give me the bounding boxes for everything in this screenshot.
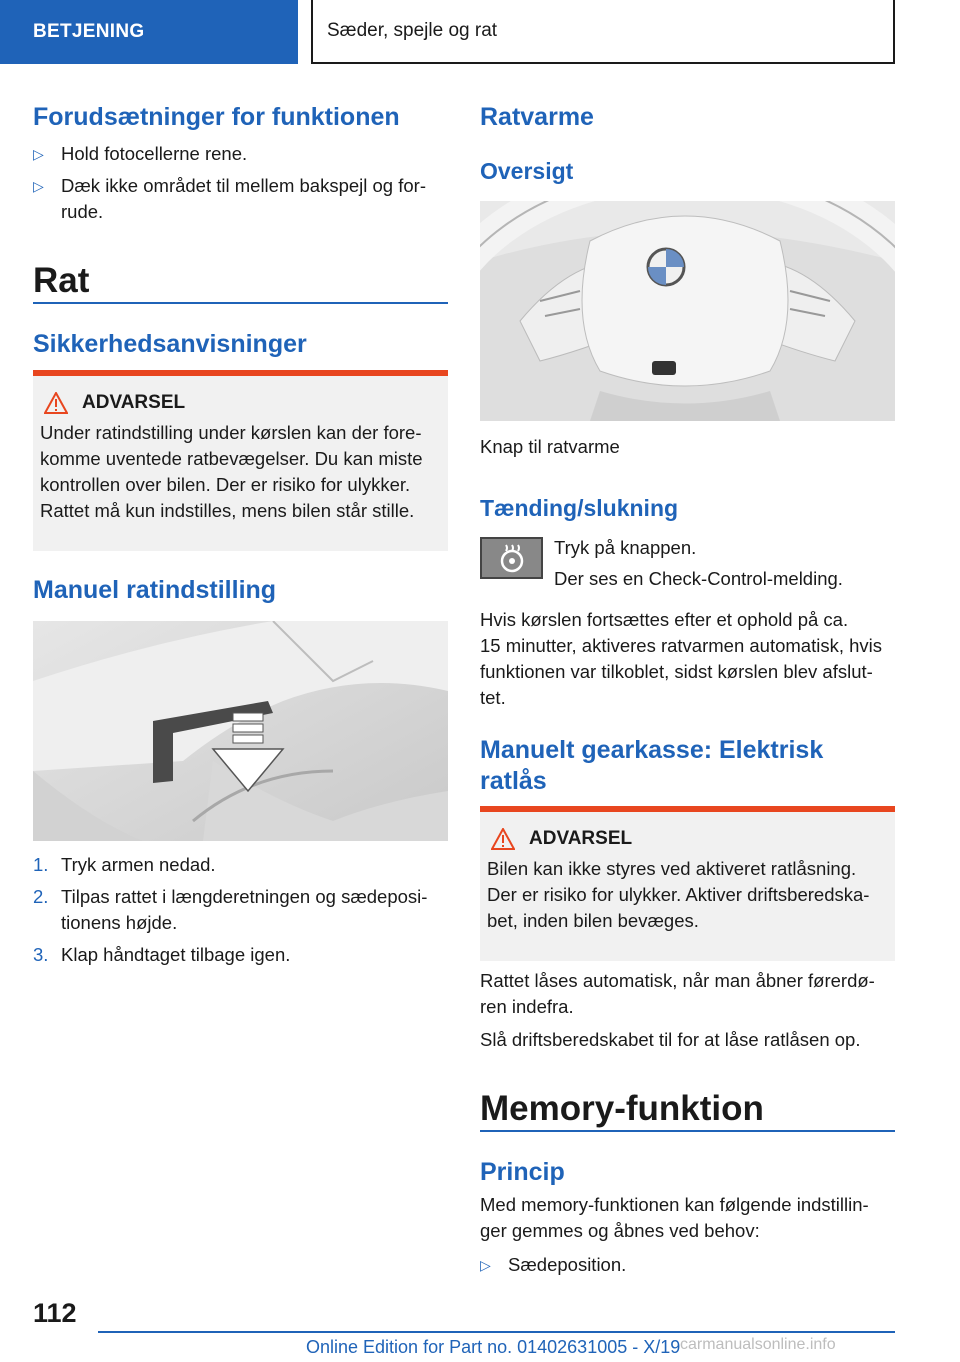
header-chapter: Sæder, spejle og rat [311,0,895,64]
list-item: ▷ Sædeposition. [480,1252,895,1278]
section-divider [480,1130,895,1132]
warning-box [33,370,448,551]
list-item: 1. Tryk armen nedad. [33,854,216,875]
image-caption: Knap til ratvarme [480,436,620,457]
heated-wheel-icon [497,543,527,573]
warning-triangle-icon [491,828,515,850]
steering-heat-button-icon [480,537,543,579]
prereq-list [33,141,448,225]
overview-title: Oversigt [480,158,574,184]
warning-text: Under ratindstilling under kørslen kan der fore- komme uventede ratbevægelser. Du kan miste kontrollen over bilen. Der er risiko for ulykker. Rattet må kun indstilles, mens bilen står stille. [40,422,423,521]
resume-text: Hvis kørslen fortsættes efter et ophold på ca. 15 minutter, aktiveres ratvarmen automatisk, hvis funktionen var tilkoblet, sidst kørslen blev afslut- tet. [480,609,883,708]
page-number: 112 [33,1298,77,1328]
steering-lock-title: Manuelt gearkasse: Elektrisk ratlås [480,736,824,795]
steps-list [33,852,448,968]
triangle-bullet-icon: ▷ [33,146,44,162]
memory-title: Memory-funktion [480,1089,764,1128]
edition-text: Online Edition for Part no. 01402631005 - X/19 [306,1337,681,1357]
safety-title: Sikkerhedsanvisninger [33,330,307,358]
list-item: 2. Tilpas rattet i længderetningen og sædeposi- tionens højde. [33,886,428,933]
rat-title: Rat [33,261,90,300]
warning-header: ADVARSEL [44,392,441,414]
steering-lever-image [33,621,448,841]
triangle-bullet-icon: ▷ [33,178,44,194]
footer-divider [98,1331,895,1333]
unlock-text: Slå driftsberedskabet til for at låse ratlåsen op. [480,1029,861,1050]
warning-triangle-icon [44,392,68,414]
manual-adjust-title: Manuel ratindstilling [33,576,277,604]
principle-text: Med memory-funktionen kan følgende indstillin- ger gemmes og åbnes ved behov: [480,1194,869,1241]
list-item: ▷ Dæk ikke området til mellem bakspejl og for- rude. [33,173,448,225]
principle-title: Princip [480,1158,565,1186]
steering-wheel-image [480,201,895,421]
watermark: carmanualsonline.info [680,1336,836,1353]
list-item: 3. Klap håndtaget tilbage igen. [33,944,291,965]
prereq-title: Forudsætninger for funktionen [33,103,400,131]
header-section: BETJENING [0,0,298,64]
warning-header: ADVARSEL [491,828,888,850]
onoff-title: Tænding/slukning [480,495,679,521]
check-control-text: Der ses en Check-Control-melding. [554,568,843,589]
lock-text: Rattet låses automatisk, når man åbner førerdø- ren indefra. [480,970,875,1017]
memory-list [480,1252,895,1278]
triangle-bullet-icon: ▷ [480,1257,491,1273]
warning-text: Bilen kan ikke styres ved aktiveret ratlåsning. Der er risiko for ulykker. Aktiver driftsberedska- bet, inden bilen bevæges. [487,858,870,931]
press-text: Tryk på knappen. [554,537,697,558]
warning-box [480,806,895,961]
section-divider [33,302,448,304]
list-item: ▷ Hold fotocellerne rene. [33,141,448,167]
heat-title: Ratvarme [480,103,594,131]
